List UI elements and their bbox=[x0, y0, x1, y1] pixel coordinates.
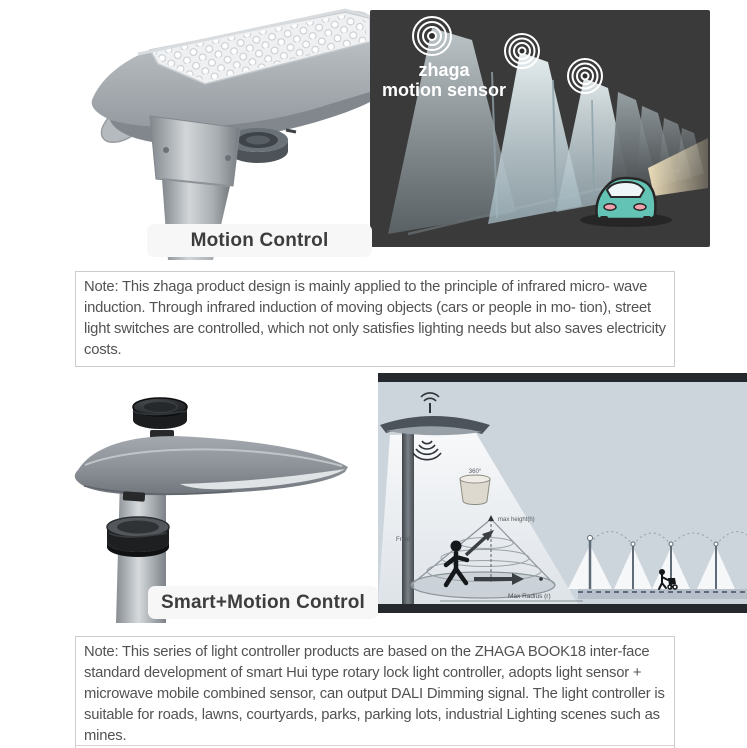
motion-control-label-text: Motion Control bbox=[190, 229, 329, 251]
caption-zhaga: zhaga bbox=[418, 60, 470, 80]
motion-control-note-text: Note: This zhaga product design is mainly applied to the principle of infrared micro- wave induction. Through infrared induction of moving objects (cars or people in mo- tion), street light switches are controlled, which not only satisfies lighting needs but also saves electricity costs. bbox=[84, 279, 666, 358]
motion-sensor-illustration bbox=[370, 10, 710, 247]
front-label: Front bbox=[396, 537, 411, 543]
smart-sensor-puck-top bbox=[133, 398, 187, 429]
max-radius-label: Max Radius (r) bbox=[508, 593, 551, 600]
motion-control-note bbox=[75, 271, 675, 367]
smart-motion-control-note bbox=[75, 636, 675, 748]
lamp-body bbox=[75, 436, 348, 495]
smart-control-diagram bbox=[378, 373, 747, 613]
smart-motion-control-note-text: Note: This series of light controller products are based on the ZHAGA BOOK18 inter-face standard development of smart Hui type rotary lock light controller, adopts light sensor + microwave mobile combined sensor, can output DALI Dimming signal. The light controller is suitable for roads, lawns, courtyards, parks, parking lots, industrial Lighting scenes such as mines. bbox=[84, 644, 665, 744]
roadway bbox=[578, 589, 747, 599]
caption-motion-sensor: motion sensor bbox=[381, 80, 507, 100]
street-light-photo-motion bbox=[0, 0, 370, 260]
sensor-rotation-label: 360° bbox=[468, 469, 482, 475]
smart-motion-control-label-text: Smart+Motion Control bbox=[160, 591, 366, 613]
motion-control-label bbox=[147, 224, 372, 257]
smart-sensor-puck-bottom bbox=[107, 517, 169, 557]
bottom-bar bbox=[378, 604, 747, 613]
zhaga-socket-bottom bbox=[123, 491, 146, 502]
max-height-label: max height(h) bbox=[498, 517, 535, 523]
top-bar bbox=[378, 373, 747, 382]
smart-motion-control-label bbox=[148, 586, 378, 619]
